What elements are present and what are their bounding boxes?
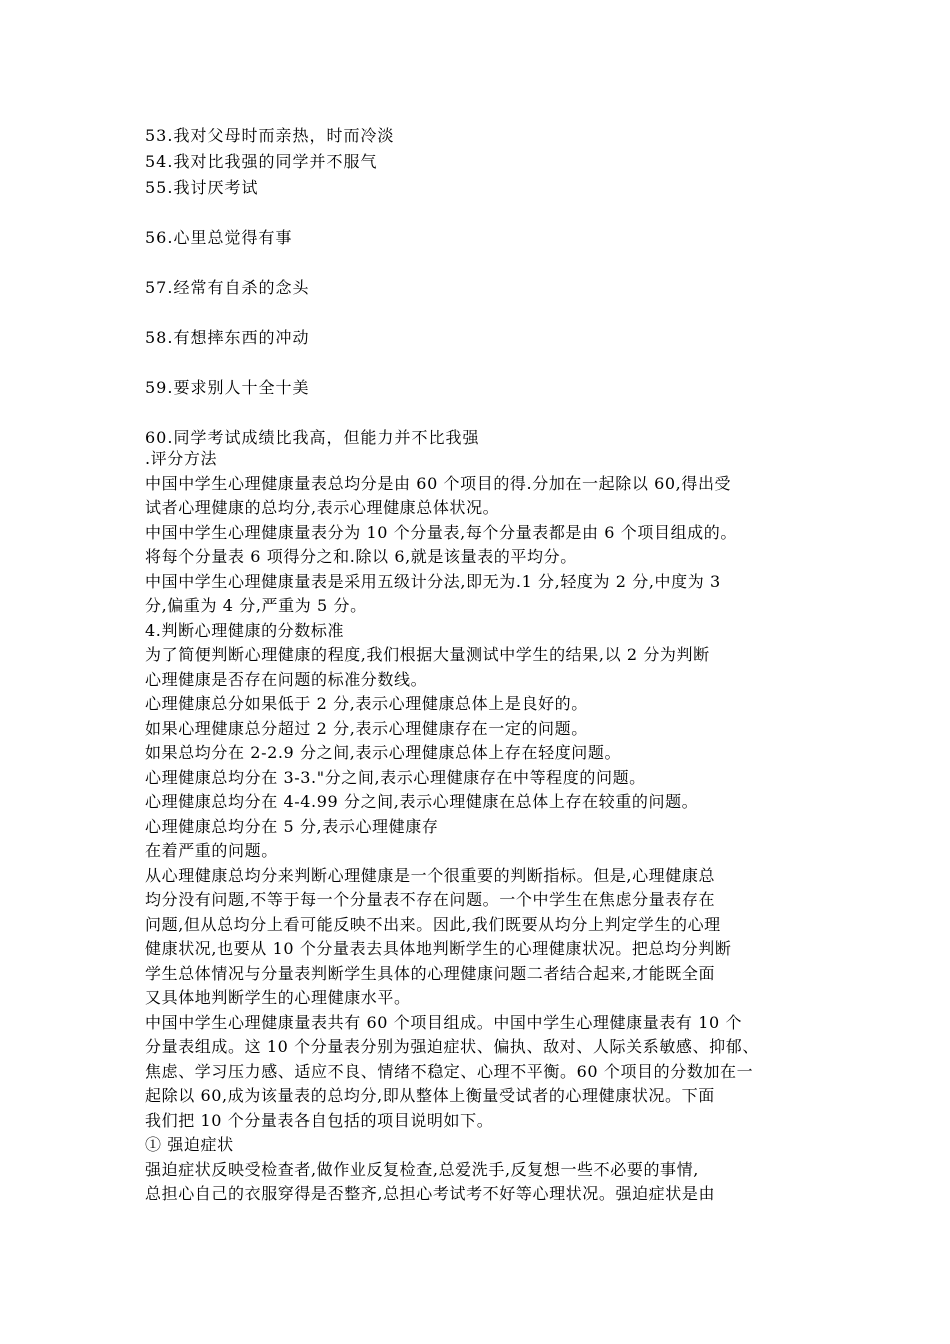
text-line: 为了简便判断心理健康的程度,我们根据大量测试中学生的结果,以 2 分为判断 <box>145 645 710 664</box>
item-60: 60.同学考试成绩比我高，但能力并不比我强 <box>145 428 480 447</box>
item-58: 58.有想摔东西的冲动 <box>145 328 310 347</box>
text-line: 分量表组成。这 10 个分量表分别为强迫症状、偏执、敌对、人际关系敏感、抑郁、 <box>145 1037 759 1056</box>
text-line: 将每个分量表 6 项得分之和.除以 6,就是该量表的平均分。 <box>145 547 577 566</box>
section-heading-score-standard: 4.判断心理健康的分数标准 <box>145 620 345 640</box>
text-line: 试者心理健康的总均分,表示心理健康总体状况。 <box>145 498 500 517</box>
spacer <box>145 351 825 375</box>
text-line: 问题,但从总均分上看可能反映不出来。因此,我们既要从均分上判定学生的心理 <box>145 914 721 934</box>
text-line: 分,偏重为 4 分,严重为 5 分。 <box>145 596 367 615</box>
text-line: 起除以 60,成为该量表的总均分,即从整体上衡量受试者的心理健康状况。下面 <box>145 1086 715 1105</box>
text-line: 健康状况,也要从 10 个分量表去具体地判断学生的心理健康状况。把总均分判断 <box>145 939 732 958</box>
spacer <box>145 201 825 225</box>
item-55: 55.我讨厌考试 <box>145 178 259 197</box>
text-line: 学生总体情况与分量表判断学生具体的心理健康问题二者结合起来,才能既全面 <box>145 963 716 983</box>
text-line: 心理健康总分如果低于 2 分,表示心理健康总体上是良好的。 <box>145 694 588 713</box>
text-line: 如果总均分在 2-2.9 分之间,表示心理健康总体上存在轻度问题。 <box>145 743 622 762</box>
text-line: 从心理健康总均分来判断心理健康是一个很重要的判断指标。但是,心理健康总 <box>145 865 716 885</box>
text-line: 在着严重的问题。 <box>145 841 278 860</box>
text-line: 心理健康总均分在 3-3."分之间,表示心理健康存在中等程度的问题。 <box>145 767 646 787</box>
spacer <box>145 401 825 425</box>
text-line: 中国中学生心理健康量表共有 60 个项目组成。中国中学生心理健康量表有 10 个 <box>145 1012 743 1032</box>
text-line: 中国中学生心理健康量表分为 10 个分量表,每个分量表都是由 6 个项目组成的。 <box>145 522 737 542</box>
section-heading-scoring-method: .评分方法 <box>145 449 218 468</box>
item-59: 59.要求别人十全十美 <box>145 378 310 397</box>
spacer <box>145 251 825 275</box>
item-57: 57.经常有自杀的念头 <box>145 278 310 297</box>
scoring-section <box>145 447 825 1207</box>
text-line: 我们把 10 个分量表各自包括的项目说明如下。 <box>145 1110 494 1130</box>
text-line: 心理健康总均分在 4-4.99 分之间,表示心理健康在总体上存在较重的问题。 <box>145 792 699 811</box>
text-line: 焦虑、学习压力感、适应不良、情绪不稳定、心理不平衡。60 个项目的分数加在一 <box>145 1061 754 1081</box>
spacer <box>145 301 825 325</box>
text-line: 强迫症状反映受检查者,做作业反复检查,总爱洗手,反复想一些不必要的事情, <box>145 1159 699 1179</box>
text-line: 心理健康是否存在问题的标准分数线。 <box>145 669 428 689</box>
text-line: 总担心自己的衣服穿得是否整齐,总担心考试考不好等心理状况。强迫症状是由 <box>145 1184 716 1203</box>
text-line: 心理健康总均分在 5 分,表示心理健康存 <box>145 816 439 836</box>
section-heading-compulsion: ① 强迫症状 <box>145 1135 234 1154</box>
text-line: 中国中学生心理健康量表总均分是由 60 个项目的得.分加在一起除以 60,得出受 <box>145 473 732 493</box>
text-line: 又具体地判断学生的心理健康水平。 <box>145 988 411 1007</box>
text-line: 均分没有问题,不等于每一个分量表不存在问题。一个中学生在焦虑分量表存在 <box>145 890 716 909</box>
text-line: 如果心理健康总分超过 2 分,表示心理健康存在一定的问题。 <box>145 718 588 738</box>
questionnaire-items <box>145 123 825 451</box>
item-54: 54.我对比我强的同学并不服气 <box>145 152 378 171</box>
item-53: 53.我对父母时而亲热，时而冷淡 <box>145 126 395 145</box>
text-line: 中国中学生心理健康量表是采用五级计分法,即无为.1 分,轻度为 2 分,中度为 3 <box>145 571 721 591</box>
item-56: 56.心里总觉得有事 <box>145 228 293 247</box>
